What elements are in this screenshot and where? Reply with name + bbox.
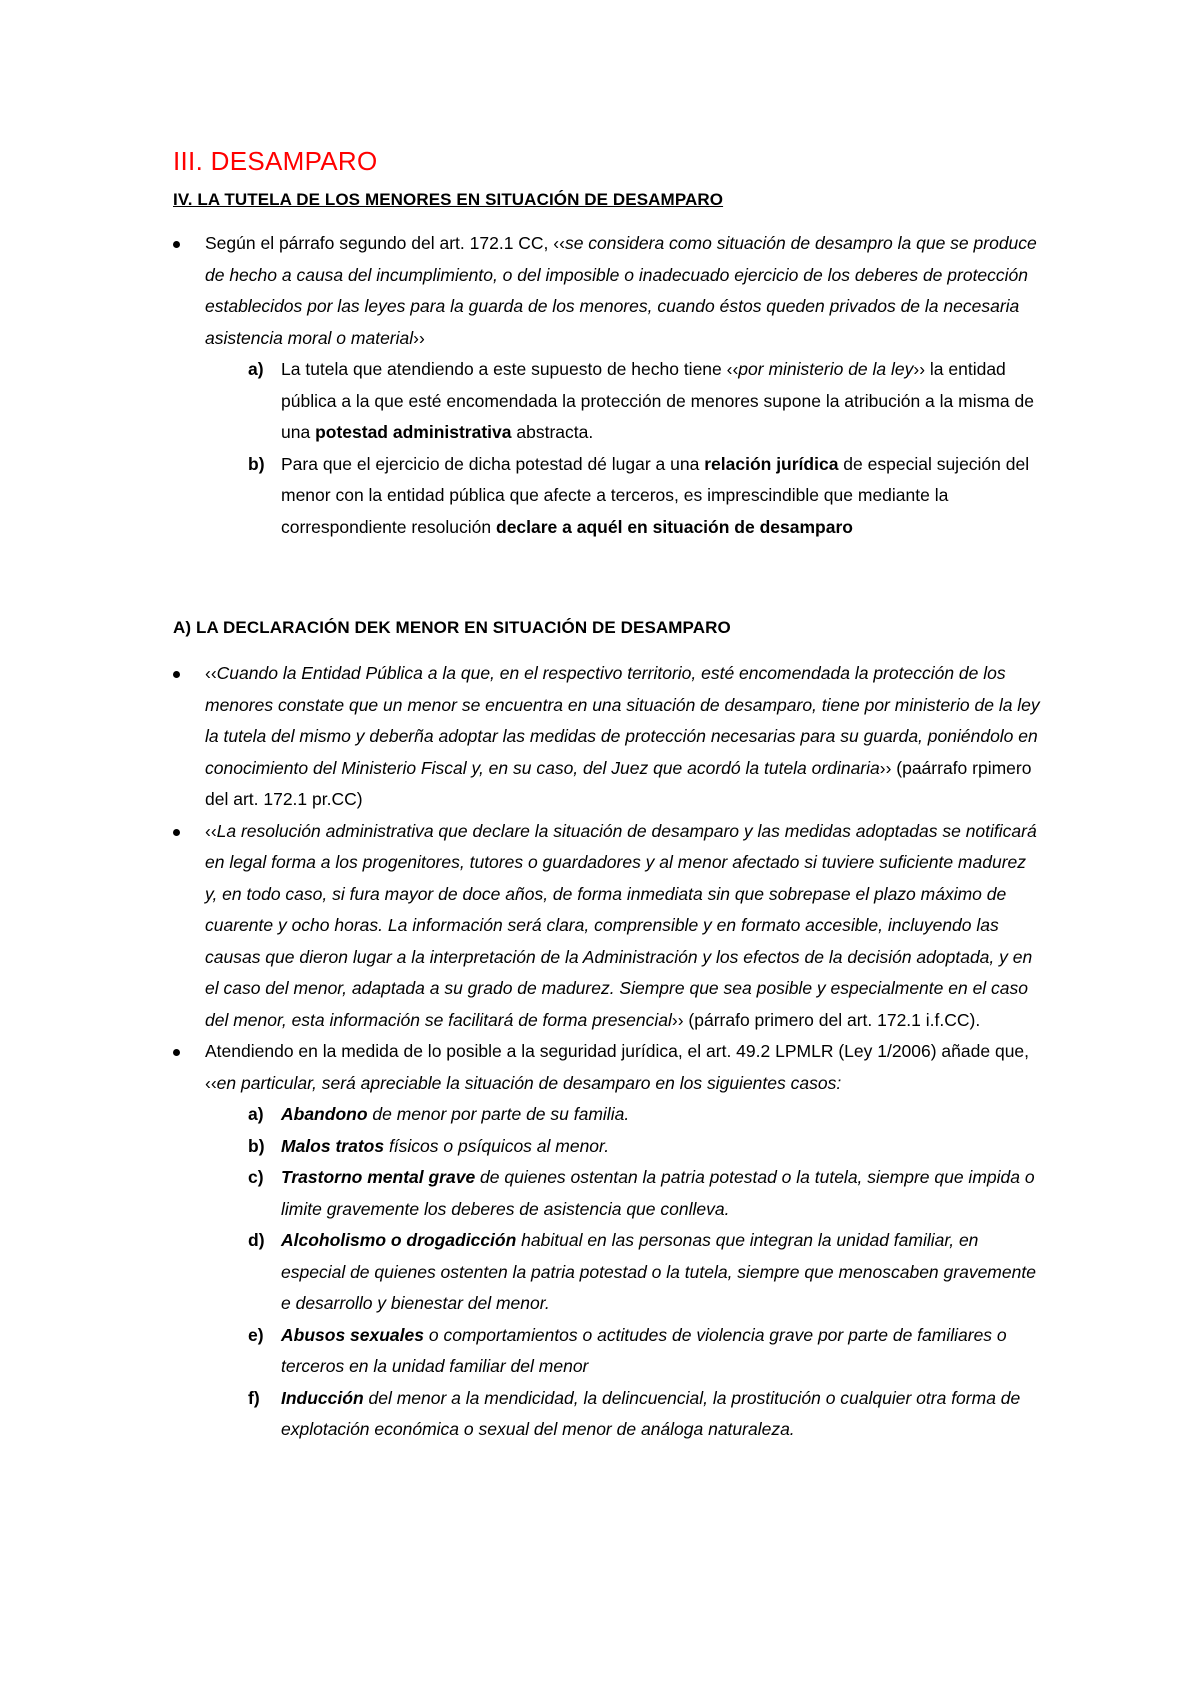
main-heading: III. DESAMPARO xyxy=(173,146,378,176)
case-item-a: a) Abandono de menor por parte de su familia. xyxy=(173,1099,1043,1131)
subsection-heading: A) LA DECLARACIÓN DEK MENOR EN SITUACIÓN DE DESAMPARO xyxy=(173,618,731,637)
list-label: d) xyxy=(248,1230,265,1250)
list-label: a) xyxy=(248,359,264,379)
bullet-icon xyxy=(173,241,180,248)
section-2-list xyxy=(173,658,1043,1446)
bullet-icon xyxy=(173,671,180,678)
list-item: Atendiendo en la medida de lo posible a la seguridad jurídica, el art. 49.2 LPMLR (Ley 1/2006) añade que, ‹‹en particular, será apreciable la situación de desamparo en los siguientes casos: xyxy=(173,1036,1043,1099)
list-label: f) xyxy=(248,1387,260,1408)
list-item-a: a) La tutela que atendiendo a este supuesto de hecho tiene ‹‹por ministerio de la ley›› la entidad pública a la que esté encomendada la protección de menores supone la atribución a la misma de una potestad administrativa abstracta. xyxy=(173,354,1043,449)
list-item: Según el párrafo segundo del art. 172.1 CC, ‹‹se considera como situación de desampro la que se produce de hecho a causa del incumplimiento, o del imposible o inadecuado ejercicio de los deberes de protección establecidos por las leyes para la guarda de los menores, cuando éstos queden privados de la necesaria asistencia moral o material›› xyxy=(173,228,1043,354)
case-item-b: b) Malos tratos físicos o psíquicos al menor. xyxy=(173,1131,1043,1163)
case-item-e: e) Abusos sexuales o comportamientos o actitudes de violencia grave por parte de familiares o terceros en la unidad familiar del menor xyxy=(173,1320,1043,1383)
list-label: c) xyxy=(248,1167,264,1187)
list-item: ‹‹La resolución administrativa que declare la situación de desamparo y las medidas adoptadas se notificará en legal forma a los progenitores, tutores o guardadores y al menor afectado si tuviere suficiente madurez y, en todo caso, si fura mayor de doce años, de forma inmediata sin que sobrepase el plazo máximo de cuarente y ocho horas. La información será clara, comprensible y en formato accesible, incluyendo las causas que dieron lugar a la interpretación de la Administración y los efectos de la decisión adoptada, y en el caso del menor, adaptada a su grado de madurez. Siempre que sea posible y especialmente en el caso del menor, esta información se facilitará de forma presencial›› (párrafo primero del art. 172.1 i.f.CC). xyxy=(173,816,1043,1037)
bullet-icon xyxy=(173,829,180,836)
bullet-icon xyxy=(173,1049,180,1056)
list-item: ‹‹Cuando la Entidad Pública a la que, en el respectivo territorio, esté encomendada la protección de los menores constate que un menor se encuentra en una situación de desamparo, tiene por ministerio de la ley la tutela del mismo y deberña adoptar las medidas de protección necesarias para su guarda, poniéndolo en conocimiento del Ministerio Fiscal y, en su caso, del Juez que acordó la tutela ordinaria›› (paárrafo rpimero del art. 172.1 pr.CC) xyxy=(173,658,1043,816)
list-label: a) xyxy=(248,1104,264,1124)
case-item-c: c) Trastorno mental grave de quienes ostentan la patria potestad o la tutela, siempre que impida o limite gravemente los deberes de asistencia que conlleva. xyxy=(173,1162,1043,1225)
list-label: b) xyxy=(248,453,265,474)
section-1-list xyxy=(173,228,1043,543)
list-item-b: b) Para que el ejercicio de dicha potestad dé lugar a una relación jurídica de especial sujeción del menor con la entidad pública que afecte a terceros, es imprescindible que mediante la correspondiente resolución declare a aquél en situación de desamparo xyxy=(173,449,1043,544)
list-label: b) xyxy=(248,1135,265,1156)
list-label: e) xyxy=(248,1324,264,1345)
section-heading: IV. LA TUTELA DE LOS MENORES EN SITUACIÓN DE DESAMPARO xyxy=(173,190,724,209)
case-item-f: f) Inducción del menor a la mendicidad, la delincuencial, la prostitución o cualquier otra forma de explotación económica o sexual del menor de análoga naturaleza. xyxy=(173,1383,1043,1446)
case-item-d: d) Alcoholismo o drogadicción habitual en las personas que integran la unidad familiar, en especial de quienes ostenten la patria potestad o la tutela, siempre que menoscaben gravemente e desarrollo y bienestar del menor. xyxy=(173,1225,1043,1320)
